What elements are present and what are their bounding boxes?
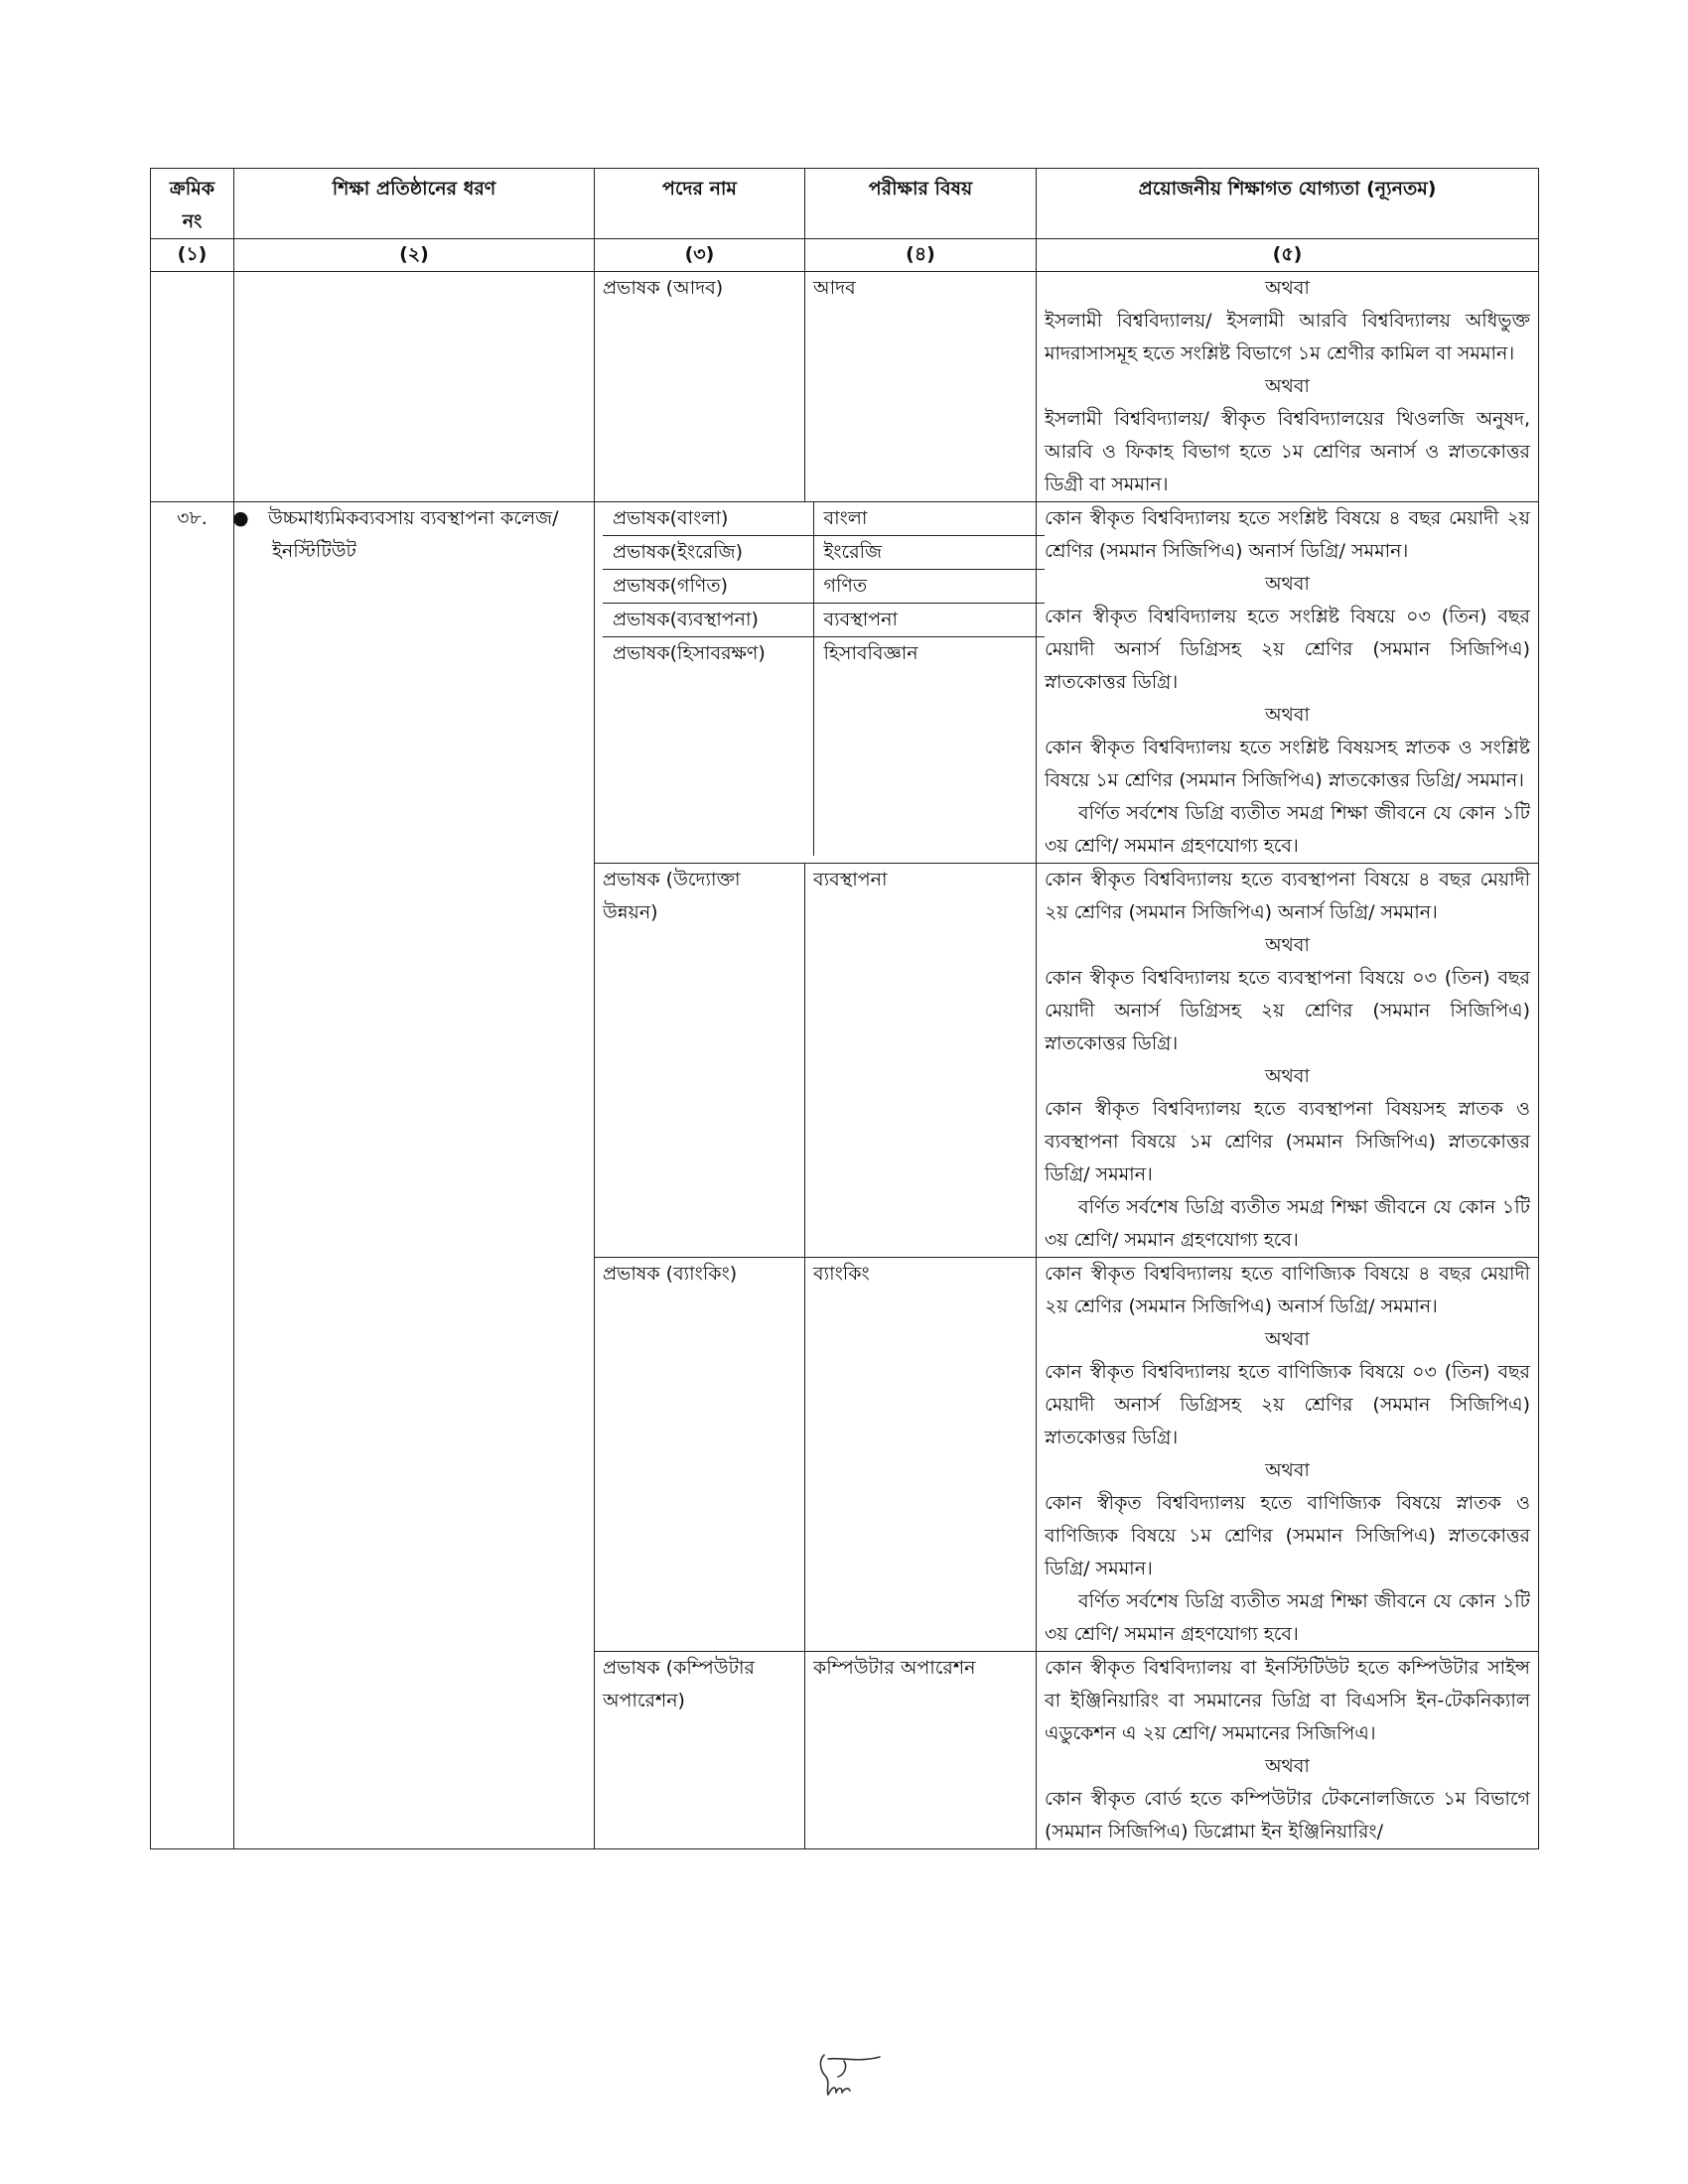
qualification-text: কোন স্বীকৃত বিশ্ববিদ্যালয় হতে সংশ্লিষ্ট বিষয়সহ স্নাতক ও সংশ্লিষ্ট বিষয়ে ১ম শ্রেণির (সমমান সিজিপিএ) স্নাতকোত্তর ডিগ্রি/ সমমান। <box>1045 737 1530 791</box>
col-number: (২) <box>234 239 595 272</box>
bullet-icon: ● <box>232 507 249 529</box>
qualification-text: কোন স্বীকৃত বোর্ড হতে কম্পিউটার টেকনোলজিতে ১ম বিভাগে (সমমান সিজিপিএ) ডিপ্লোমা ইন ইঞ্জিনিয়ারিং/ <box>1045 1788 1530 1843</box>
or-separator: অথবা <box>1265 573 1310 595</box>
post-cell: প্রভাষক (উদ্যোক্তা উন্নয়ন) <box>595 864 805 1258</box>
subject-cell: গণিত <box>813 570 1045 604</box>
qualification-text: বর্ণিত সর্বশেষ ডিগ্রি ব্যতীত সমগ্র শিক্ষা জীবনে যে কোন ১টি ৩য় শ্রেণি/ সমমান গ্রহণযোগ্য হবে। <box>1045 1590 1530 1645</box>
qualification-text: বর্ণিত সর্বশেষ ডিগ্রি ব্যতীত সমগ্র শিক্ষা জীবনে যে কোন ১টি ৩য় শ্রেণি/ সমমান গ্রহণযোগ্য হবে। <box>1045 1196 1530 1251</box>
header-exam-subject: পরীক্ষার বিষয় <box>805 169 1037 239</box>
subject-cell: আদব <box>805 272 1037 502</box>
header-post-name: পদের নাম <box>595 169 805 239</box>
list-item <box>603 502 1045 536</box>
or-separator: অথবা <box>1265 1328 1310 1350</box>
qualification-text: কোন স্বীকৃত বিশ্ববিদ্যালয় হতে ব্যবস্থাপনা বিষয়ে ৪ বছর মেয়াদী ২য় শ্রেণির (সমমান সিজিপিএ) অনার্স ডিগ্রি/ সমমান। <box>1045 869 1530 923</box>
header-qualification: প্রয়োজনীয় শিক্ষাগত যোগ্যতা (ন্যূনতম) <box>1037 169 1539 239</box>
qualification-text: বর্ণিত সর্বশেষ ডিগ্রি ব্যতীত সমগ্র শিক্ষা জীবনে যে কোন ১টি ৩য় শ্রেণি/ সমমান গ্রহণযোগ্য হবে। <box>1045 802 1530 857</box>
qualification-cell <box>1037 1652 1539 1849</box>
col-number: (৫) <box>1037 239 1539 272</box>
post-cell: প্রভাষক (ব্যাংকিং) <box>595 1258 805 1652</box>
subject-cell: ইংরেজি <box>813 536 1045 570</box>
qualification-cell <box>1037 502 1539 864</box>
list-item <box>603 570 1045 604</box>
or-separator: অথবা <box>1265 1755 1310 1777</box>
subject-cell: ব্যবস্থাপনা <box>813 604 1045 637</box>
or-separator: অথবা <box>1265 375 1310 397</box>
list-item <box>603 604 1045 637</box>
header-institution-type: শিক্ষা প্রতিষ্ঠানের ধরণ <box>234 169 595 239</box>
header-serial: ক্রমিক নং <box>151 169 234 239</box>
qualification-text: ইসলামী বিশ্ববিদ্যালয়/ ইসলামী আরবি বিশ্ববিদ্যালয় অধিভুক্ত মাদরাসাসমূহ হতে সংশ্লিষ্ট বিভাগে ১ম শ্রেণীর কামিল বা সমমান। <box>1045 310 1530 364</box>
institution-type: উচ্চমাধ্যমিকব্যবসায় ব্যবস্থাপনা কলেজ/ ইনস্টিটিউট <box>268 507 559 562</box>
subject-cell: হিসাববিজ্ঞান <box>823 642 918 664</box>
qualification-text: কোন স্বীকৃত বিশ্ববিদ্যালয় হতে সংশ্লিষ্ট বিষয়ে ৪ বছর মেয়াদী ২য় শ্রেণির (সমমান সিজিপিএ) অনার্স ডিগ্রি/ সমমান। <box>1045 507 1530 562</box>
or-separator: অথবা <box>1265 934 1310 956</box>
post-cell: প্রভাষক(ব্যবস্থাপনা) <box>603 604 813 637</box>
subject-cell: ব্যাংকিং <box>805 1258 1037 1652</box>
qualification-cell <box>1037 1258 1539 1652</box>
subject-cell: ব্যবস্থাপনা <box>805 864 1037 1258</box>
qualification-cell <box>1037 864 1539 1258</box>
qualification-table <box>150 168 1539 1849</box>
table-row <box>151 502 1539 864</box>
or-separator: অথবা <box>1265 1459 1310 1481</box>
qualification-text: কোন স্বীকৃত বিশ্ববিদ্যালয় হতে বাণিজ্যিক বিষয়ে ৪ বছর মেয়াদী ২য় শ্রেণির (সমমান সিজিপিএ) অনার্স ডিগ্রি/ সমমান। <box>1045 1263 1530 1317</box>
list-item <box>603 536 1045 570</box>
signature <box>814 2047 886 2101</box>
serial-cell: ৩৮. <box>151 502 234 1849</box>
table-row <box>151 272 1539 502</box>
post-cell: প্রভাষক(বাংলা) <box>603 502 813 536</box>
qualification-text: কোন স্বীকৃত বিশ্ববিদ্যালয় হতে ব্যবস্থাপনা বিষয়সহ স্নাতক ও ব্যবস্থাপনা বিষয়ে ১ম শ্রেণির (সমমান সিজিপিএ) স্নাতকোত্তর ডিগ্রি/ সমমান। <box>1045 1098 1530 1185</box>
post-subject-list <box>603 502 1045 856</box>
post-cell: প্রভাষক(হিসাবরক্ষণ) <box>603 637 813 857</box>
qualification-text: কোন স্বীকৃত বিশ্ববিদ্যালয় বা ইনস্টিটিউট হতে কম্পিউটার সাইন্স বা ইঞ্জিনিয়ারিং বা সমমানের ডিগ্রি বা বিএসসি ইন-টেকনিক্যাল এডুকেশন এ ২য় শ্রেণি/ সমমানের সিজিপিএ। <box>1045 1657 1530 1744</box>
qualification-text: কোন স্বীকৃত বিশ্ববিদ্যালয় হতে সংশ্লিষ্ট বিষয়ে ০৩ (তিন) বছর মেয়াদী অনার্স ডিগ্রিসহ ২য় শ্রেণির (সমমান সিজিপিএ) স্নাতকোত্তর ডিগ্রি। <box>1045 606 1530 693</box>
col-number: (৩) <box>595 239 805 272</box>
institution-cell <box>234 272 595 502</box>
qualification-text: ইসলামী বিশ্ববিদ্যালয়/ স্বীকৃত বিশ্ববিদ্যালয়ের থিওলজি অনুষদ, আরবি ও ফিকাহ বিভাগ হতে ১ম শ্রেণির অনার্স ও স্নাতকোত্তর ডিগ্রী বা সমমান। <box>1045 408 1530 495</box>
or-separator: অথবা <box>1265 277 1310 299</box>
col-number: (৪) <box>805 239 1037 272</box>
post-subject-group <box>595 502 1037 864</box>
list-item <box>603 637 1045 857</box>
qualification-text: কোন স্বীকৃত বিশ্ববিদ্যালয় হতে ব্যবস্থাপনা বিষয়ে ০৩ (তিন) বছর মেয়াদী অনার্স ডিগ্রিসহ ২য় শ্রেণির (সমমান সিজিপিএ) স্নাতকোত্তর ডিগ্রি। <box>1045 967 1530 1054</box>
institution-cell <box>234 502 595 1849</box>
post-cell: প্রভাষক(গণিত) <box>603 570 813 604</box>
or-separator: অথবা <box>1265 704 1310 726</box>
subject-cell: বাংলা <box>813 502 1045 536</box>
header-row <box>151 169 1539 239</box>
serial-cell <box>151 272 234 502</box>
or-separator: অথবা <box>1265 1065 1310 1087</box>
post-cell: প্রভাষক (কম্পিউটার অপারেশন) <box>595 1652 805 1849</box>
post-cell: প্রভাষক (আদব) <box>595 272 805 502</box>
qualification-text: কোন স্বীকৃত বিশ্ববিদ্যালয় হতে বাণিজ্যিক বিষয়ে স্নাতক ও বাণিজ্যিক বিষয়ে ১ম শ্রেণির (সমমান সিজিপিএ) স্নাতকোত্তর ডিগ্রি/ সমমান। <box>1045 1492 1530 1579</box>
subject-cell: কম্পিউটার অপারেশন <box>805 1652 1037 1849</box>
qualification-text: কোন স্বীকৃত বিশ্ববিদ্যালয় হতে বাণিজ্যিক বিষয়ে ০৩ (তিন) বছর মেয়াদী অনার্স ডিগ্রিসহ ২য় শ্রেণির (সমমান সিজিপিএ) স্নাতকোত্তর ডিগ্রি। <box>1045 1361 1530 1448</box>
column-number-row <box>151 239 1539 272</box>
col-number: (১) <box>151 239 234 272</box>
qualification-cell <box>1037 272 1539 502</box>
post-cell: প্রভাষক(ইংরেজি) <box>603 536 813 570</box>
